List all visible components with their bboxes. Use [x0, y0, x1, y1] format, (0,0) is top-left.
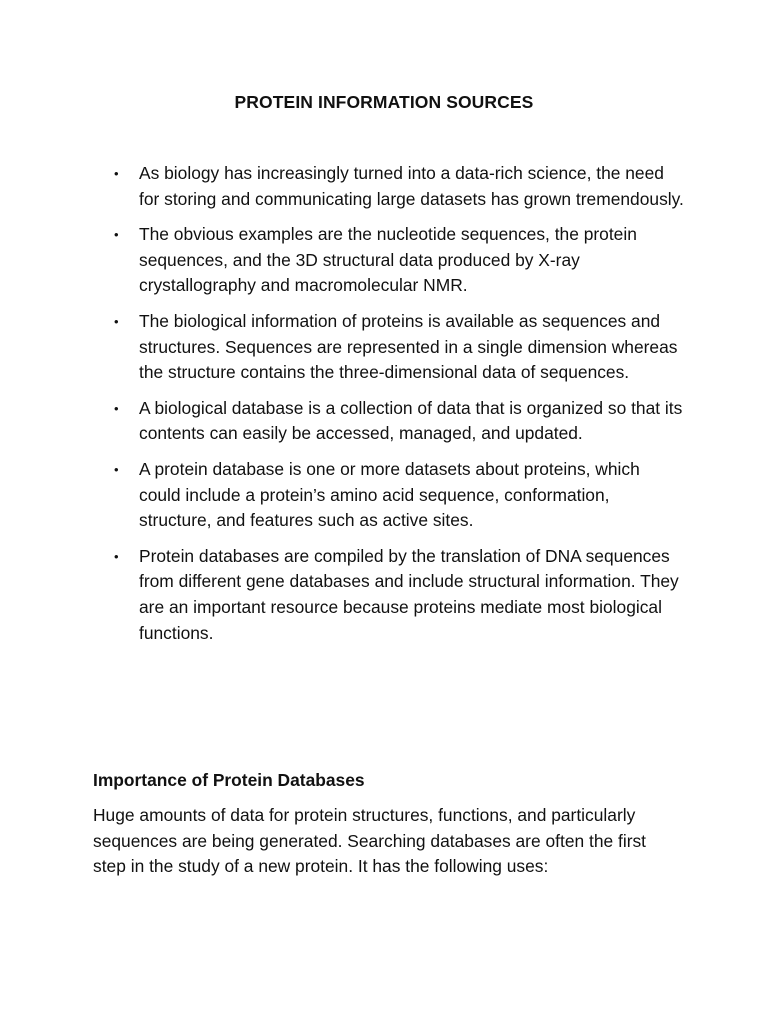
bullet-icon: •	[114, 461, 119, 477]
bullet-text: A protein database is one or more datasets about proteins, which could include a protein’s amino acid sequence, conformation, structure, and features such as active sites.	[139, 458, 640, 531]
page-title: PROTEIN INFORMATION SOURCES	[234, 92, 534, 112]
bullet-text: A biological database is a collection of data that is organized so that its contents can easily be accessed, managed, and updated.	[139, 397, 683, 444]
bullet-icon: •	[114, 166, 119, 181]
bullet-item	[114, 457, 684, 534]
bullet-item	[114, 222, 684, 299]
section-heading: Importance of Protein Databases	[93, 770, 365, 790]
bullet-text: The obvious examples are the nucleotide sequences, the protein sequences, and the 3D structural data produced by X-ray crystallography and macromolecular NMR.	[139, 224, 637, 296]
bullet-icon: •	[114, 227, 119, 243]
bullet-item	[114, 544, 684, 646]
bullet-item	[114, 161, 684, 212]
bullet-text: The biological information of proteins is available as sequences and structures. Sequences are represented in a single dimension whereas the structure contains the three-dimensional data of sequences.	[139, 310, 678, 383]
bullet-icon: •	[114, 400, 119, 416]
bullet-item	[114, 396, 684, 447]
bullet-item	[114, 309, 684, 386]
bullet-text: As biology has increasingly turned into a data-rich science, the need for storing and communicating large datasets has grown tremendously.	[139, 163, 684, 209]
bullet-text: Protein databases are compiled by the translation of DNA sequences from different gene databases and include structural information. They are an important resource because proteins mediate most biological functions.	[139, 545, 679, 643]
bullet-list	[114, 161, 684, 656]
section-paragraph: Huge amounts of data for protein structures, functions, and particularly sequences are being generated. Searching databases are often the first step in the study of a new protein. It has the following uses:	[93, 805, 647, 877]
bullet-icon: •	[114, 313, 119, 329]
bullet-icon: •	[114, 548, 119, 564]
